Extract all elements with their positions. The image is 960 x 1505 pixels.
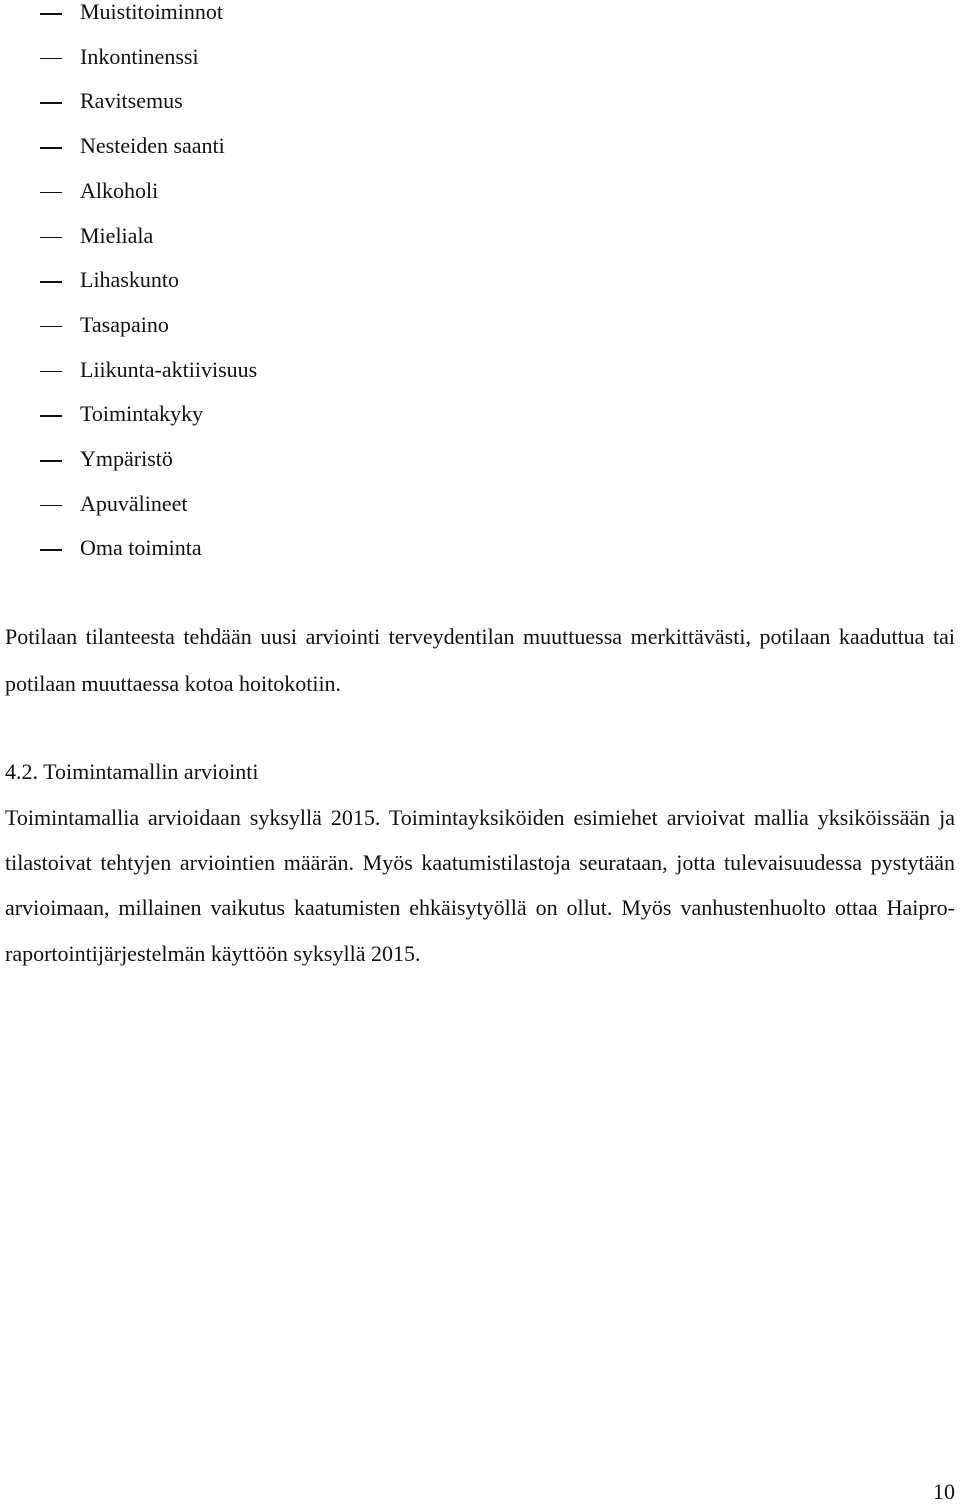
dash-bullet [40,326,62,328]
reassessment-paragraph: Potilaan tilanteesta tehdään uusi arviointi terveydentilan muuttuessa merkittävästi, potilaan kaaduttua tai potilaan muuttaessa kotoa hoitokotiin. [5,624,955,696]
list-item-text: Ympäristö [80,446,173,471]
list-item [0,133,960,163]
list-item [0,88,960,118]
list-item [0,44,960,74]
list-item [0,401,960,431]
evaluation-paragraph: Toimintamallia arvioidaan syksyllä 2015. Toimintayksiköiden esimiehet arvioivat mallia yksiköissään ja tilastoivat tehtyjen arviointien määrän. Myös kaatumistilastoja seurataan, jotta tulevaisuudessa pystytään arvioimaan, millainen vaikutus kaatumisten ehkäisytyöllä on ollut. Myös vanhustenhuolto ottaa Haipro-raportointijärjestelmän käyttöön syksyllä 2015. [5,805,955,966]
dash-bullet [40,505,62,507]
page-number: 10 [933,1479,955,1504]
dash-bullet [40,281,62,283]
list-item [0,357,960,387]
dash-bullet [40,13,62,15]
list-item-text: Muistitoiminnot [80,0,224,24]
list-item-text: Inkontinenssi [80,43,199,69]
list-item-text: Oma toiminta [80,535,202,561]
list-item-text: Mieliala [80,222,154,248]
list-item [0,178,960,208]
list-item [0,535,960,565]
dash-bullet [40,371,62,373]
list-item-text: Ravitsemus [80,88,183,114]
dash-bullet [40,147,62,149]
list-item-text: Liikunta-aktiivisuus [80,356,258,382]
list-item-text: Apuvälineet [80,490,188,516]
list-item [0,0,960,29]
dash-bullet [40,237,62,239]
list-item-text: Tasapaino [80,311,169,337]
dash-bullet [40,102,62,104]
list-item [0,446,960,476]
list-item-text: Lihaskunto [80,267,179,293]
dash-bullet [40,192,62,194]
list-item-text: Toimintakyky [80,401,204,427]
list-item [0,312,960,342]
dash-bullet [40,460,62,462]
list-item [0,491,960,521]
dash-bullet [40,58,62,60]
list-item [0,223,960,253]
section-heading: 4.2. Toimintamallin arviointi [5,759,259,784]
list-item [0,267,960,297]
dash-bullet [40,549,62,551]
dash-bullet [40,415,62,417]
list-item-text: Alkoholi [80,177,159,203]
list-item-text: Nesteiden saanti [80,133,225,159]
